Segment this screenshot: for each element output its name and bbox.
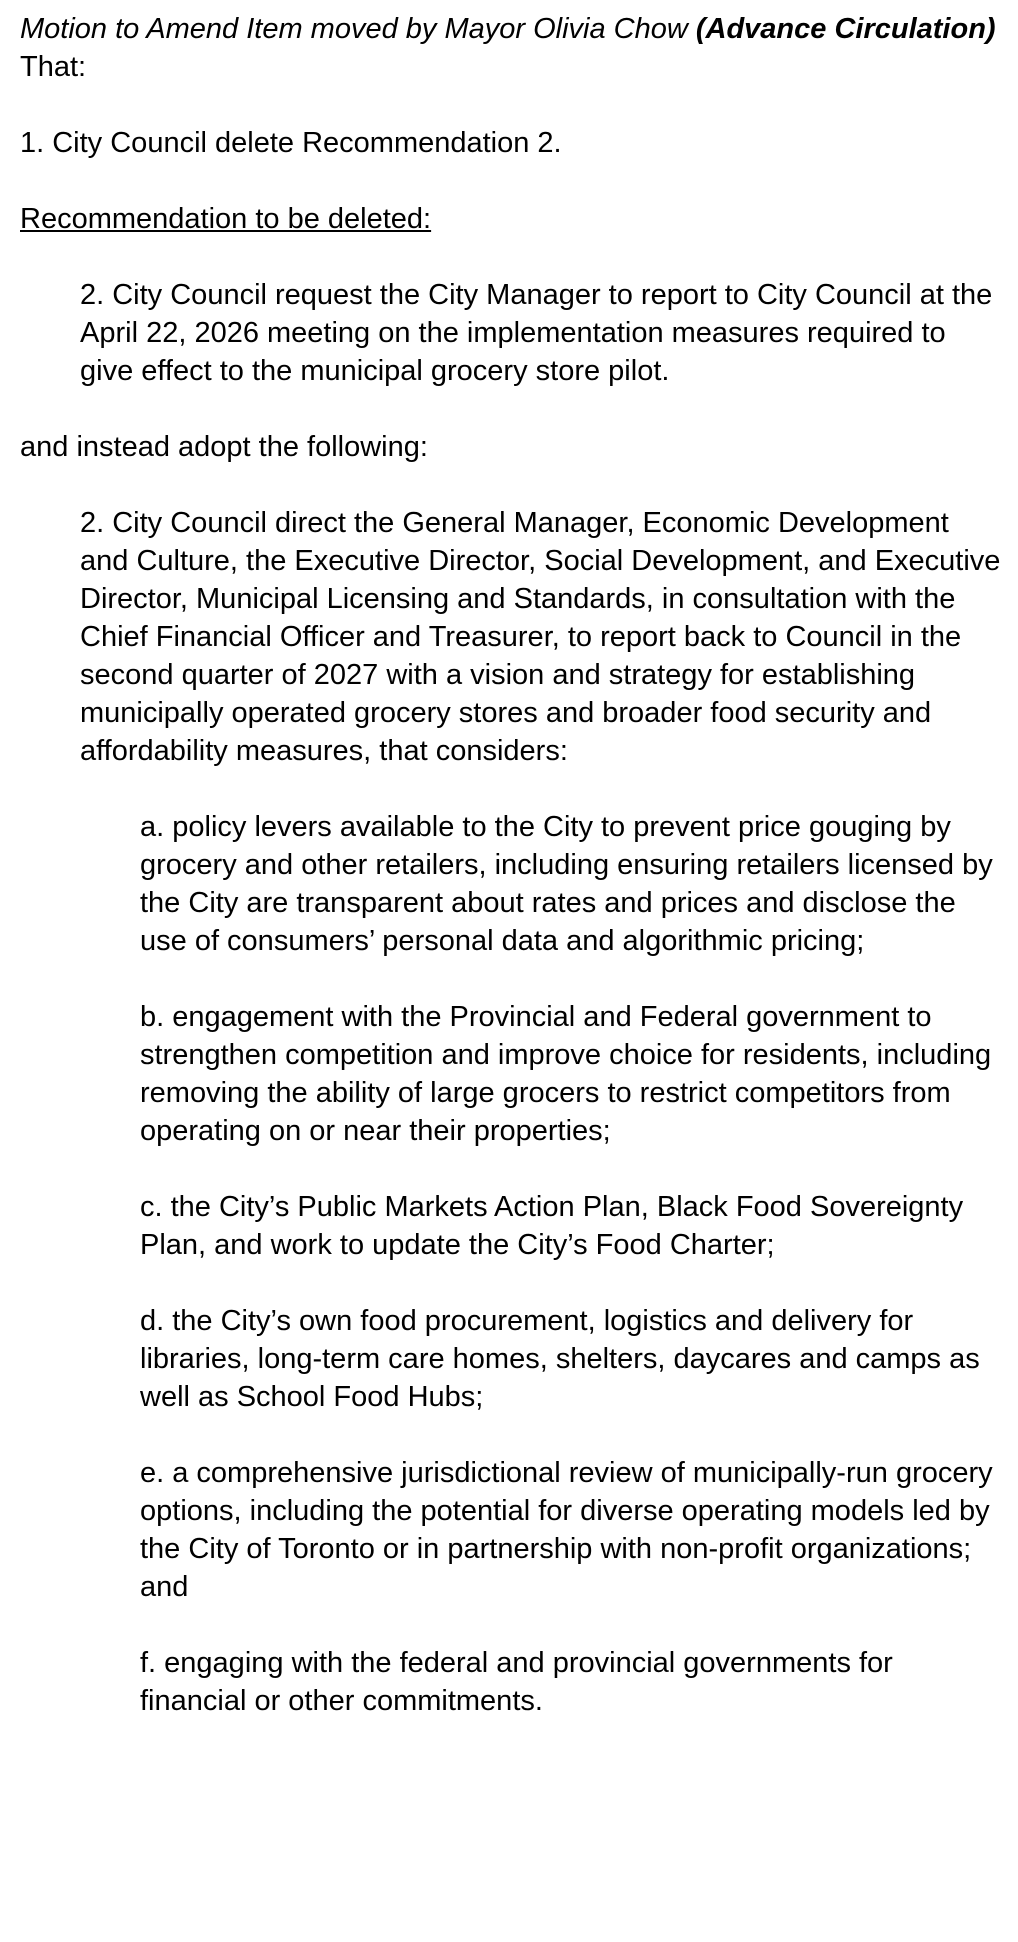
new-recommendation: 2. City Council direct the General Manager, Economic Development and Culture, the Executive Director, Social Development, and Executive Director, Municipal Licensing and Standards, in consultation with the Chief Financial Officer and Treasurer, to report back to Council in the second quarter of 2027 with a vision and strategy for establishing municipally operated grocery stores and broader food security and affordability measures, that considers: bbox=[80, 507, 1001, 767]
sub-item-d: d. the City’s own food procurement, logistics and delivery for libraries, long-term care homes, shelters, daycares and camps as well as School Food Hubs; bbox=[140, 1305, 980, 1413]
sub-item-c: c. the City’s Public Markets Action Plan, Black Food Sovereignty Plan, and work to update the City’s Food Charter; bbox=[140, 1191, 964, 1261]
sub-item-a: a. policy levers available to the City to prevent price gouging by grocery and other retailers, including ensuring retailers licensed by the City are transparent about rates and prices and disclose the use of consumers’ personal data and algorithmic pricing; bbox=[140, 811, 993, 957]
motion-title bbox=[20, 10, 1005, 48]
item-1: 1. City Council delete Recommendation 2. bbox=[20, 127, 562, 159]
sub-item-b: b. engagement with the Provincial and Federal government to strengthen competition and improve choice for residents, including removing the ability of large grocers to restrict competitors from operating on or near their properties; bbox=[140, 1001, 992, 1147]
motion-title-bold: (Advance Circulation) bbox=[695, 13, 996, 45]
that-label: That: bbox=[20, 51, 87, 83]
motion-document bbox=[20, 10, 1005, 1720]
sub-item-e: e. a comprehensive jurisdictional review of municipally-run grocery options, including the potential for diverse operating models led by the City of Toronto or in partnership with non-profit organizations; and bbox=[140, 1457, 993, 1603]
motion-title-lead: Motion to Amend Item moved by Mayor Olivia Chow bbox=[20, 13, 696, 45]
deleted-heading: Recommendation to be deleted: bbox=[20, 203, 432, 235]
instead-label: and instead adopt the following: bbox=[20, 431, 428, 463]
sub-item-f: f. engaging with the federal and provincial governments for financial or other commitments. bbox=[140, 1647, 893, 1717]
deleted-recommendation: 2. City Council request the City Manager to report to City Council at the April 22, 2026 meeting on the implementation measures required to give effect to the municipal grocery store pilot. bbox=[80, 279, 993, 387]
